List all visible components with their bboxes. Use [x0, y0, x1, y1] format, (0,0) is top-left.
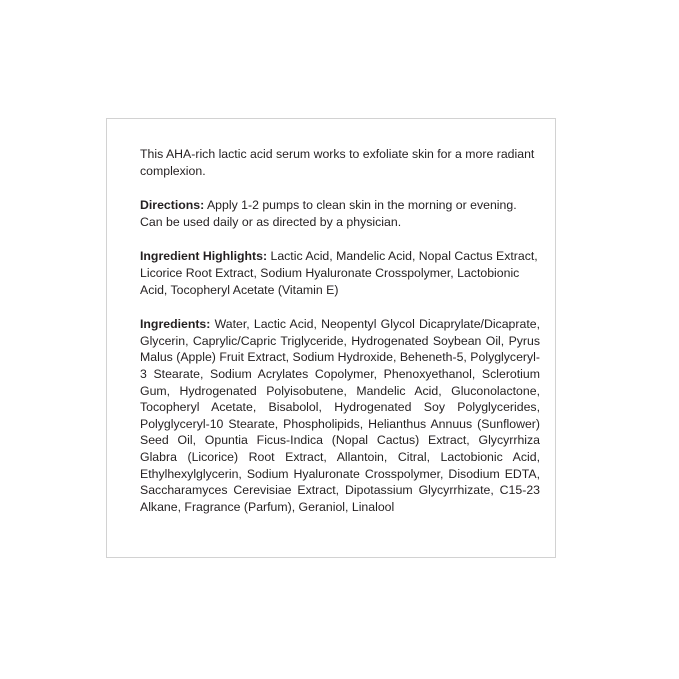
directions-value: Apply 1-2 pumps to clean skin in the morning or evening. Can be used daily or as directed by a physician. — [140, 198, 517, 229]
directions-paragraph — [140, 197, 540, 230]
ingredients-label: Ingredients: — [140, 317, 211, 332]
ingredients-paragraph — [140, 316, 540, 515]
directions-label: Directions: — [140, 198, 205, 213]
intro-paragraph: This AHA-rich lactic acid serum works to exfoliate skin for a more radiant complexion. — [140, 147, 535, 178]
ingredient-highlights-label: Ingredient Highlights: — [140, 249, 268, 264]
product-description-content — [140, 146, 540, 515]
ingredient-highlights-value: Lactic Acid, Mandelic Acid, Nopal Cactus Extract, Licorice Root Extract, Sodium Hyaluronate Crosspolymer, Lactobionic Acid, Tocopheryl Acetate (Vitamin E) — [140, 249, 538, 297]
ingredient-highlights-paragraph — [140, 248, 540, 298]
ingredients-value: Water, Lactic Acid, Neopentyl Glycol Dicaprylate/Dicaprate, Glycerin, Caprylic/Capric Triglyceride, Hydrogenated Soybean Oil, Pyrus Malus (Apple) Fruit Extract, Sodium Hydroxide, Beheneth-5, Polyglyceryl-3 Stearate, Sodium Acrylates Copolymer, Phenoxyethanol, Sclerotium Gum, Hydrogenated Polyisobutene, Mandelic Acid, Gluconolactone, Tocopheryl Acetate, Bisabolol, Hydrogenated Soy Polyglycerides, Polyglyceryl-10 Stearate, Phospholipids, Helianthus Annuus (Sunflower) Seed Oil, Opuntia Ficus-Indica (Nopal Cactus) Extract, Glycyrrhiza Glabra (Licorice) Root Extract, Allantoin, Citral, Lactobionic Acid, Ethylhexylglycerin, Sodium Hyaluronate Crosspolymer, Disodium EDTA, Saccharamyces Cerevisiae Extract, Dipotassium Glycyrrhizate, C15-23 Alkane, Fragrance (Parfum), Geraniol, Linalool — [140, 317, 540, 514]
